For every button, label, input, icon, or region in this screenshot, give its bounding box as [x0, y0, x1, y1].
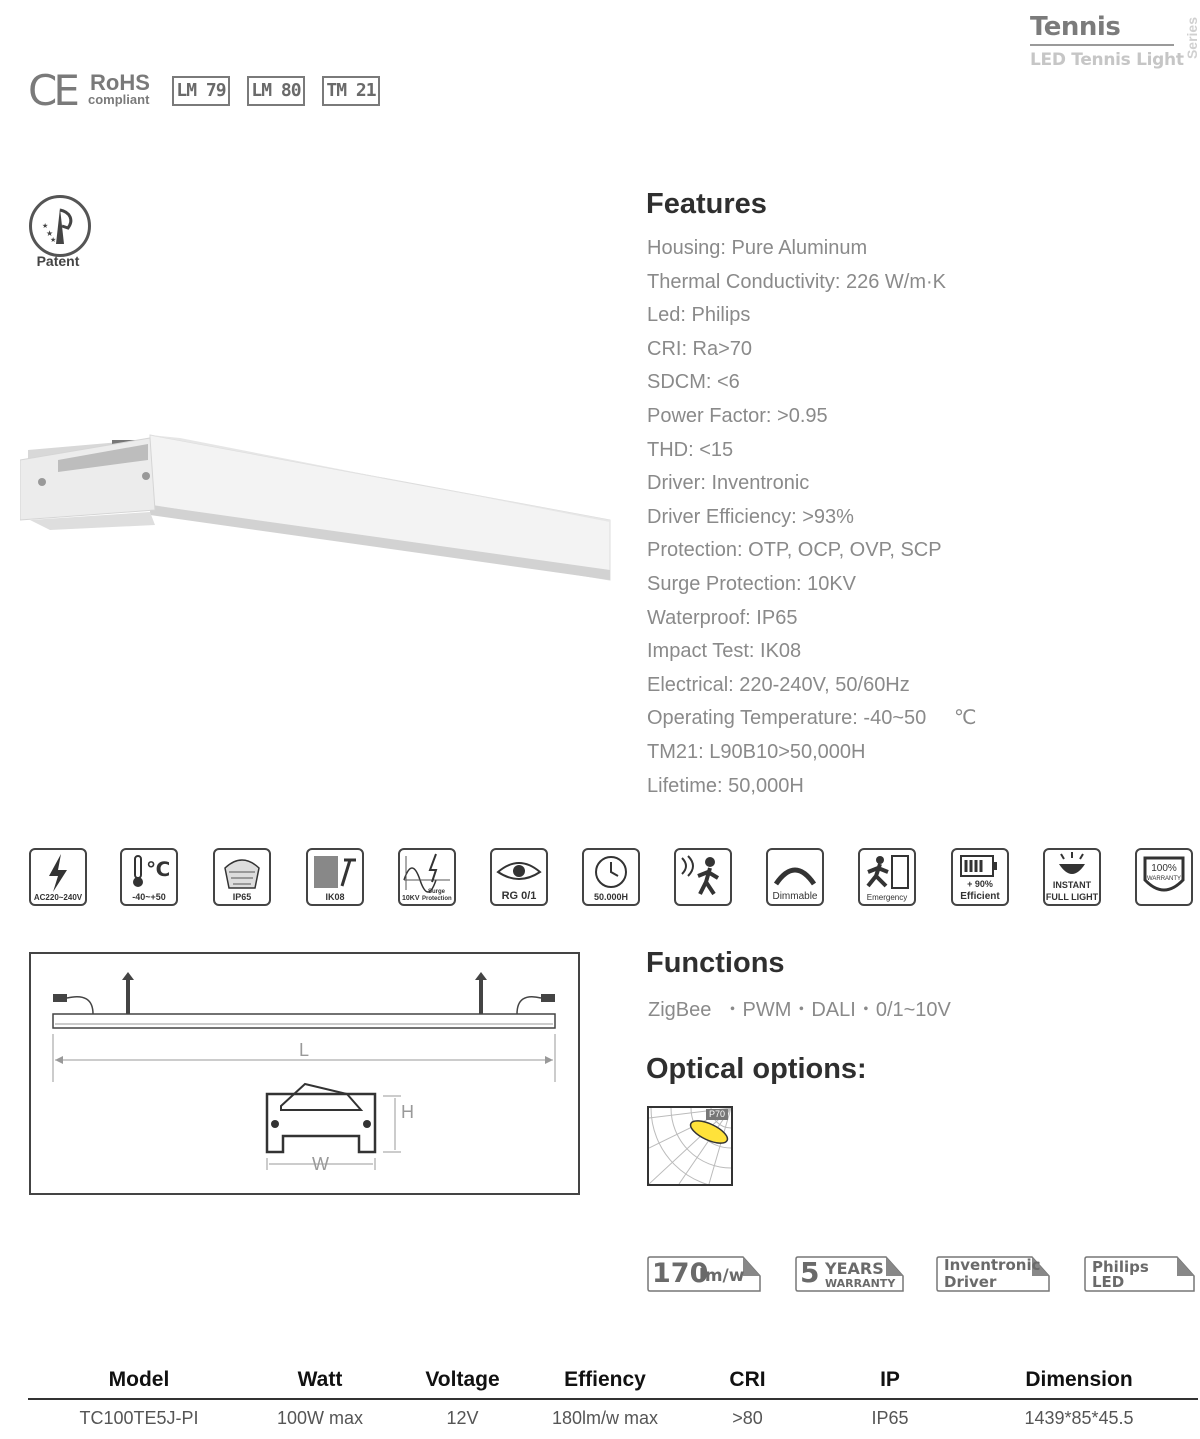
height-label: H [401, 1102, 414, 1122]
svg-text:★: ★ [46, 229, 54, 238]
lm80-badge: LM 80 [247, 76, 305, 106]
dimension-drawing [29, 952, 580, 1195]
voltage-icon: AC220~240V [29, 848, 87, 906]
cell-watt: 100W max [276, 1407, 364, 1428]
length-label: L [299, 1040, 310, 1060]
tm21-badge: TM 21 [322, 76, 380, 106]
motion-sensor-icon [674, 848, 732, 906]
series-title: Tennis [1030, 12, 1121, 42]
feature-item: Lifetime: 50,000H [647, 774, 804, 797]
feature-item: THD: <15 [647, 438, 734, 461]
col-cri: CRI [675, 1362, 820, 1399]
series-subtitle: LED Tennis Light [1030, 50, 1184, 70]
cell-model: TC100TE5J-PI [79, 1407, 199, 1428]
warranty-icon: 100% WARRANTY [1135, 848, 1193, 906]
optic-p70-option [647, 1106, 733, 1186]
led-badge: Philips LED [1084, 1256, 1196, 1292]
col-watt: Watt [250, 1362, 390, 1399]
col-ip: IP [820, 1362, 960, 1399]
series-divider [1030, 44, 1174, 46]
patent-icon [29, 195, 91, 257]
impact-icon: IK08 [306, 848, 364, 906]
table-header-row [28, 1362, 1198, 1399]
cell-cri: >80 [732, 1407, 763, 1428]
feature-item: Housing: Pure Aluminum [647, 237, 868, 259]
feature-item: Thermal Conductivity: 226 W/m·K [647, 270, 946, 293]
col-model: Model [28, 1362, 250, 1399]
emergency-icon: Emergency [858, 848, 916, 906]
optic-tag: P70 [706, 1109, 728, 1120]
svg-text:★: ★ [42, 223, 49, 230]
lm79-badge: LM 79 [172, 76, 230, 106]
table-row [28, 1399, 1198, 1436]
warranty-badge: 5 YEARS WARRANTY [795, 1256, 905, 1292]
clock-icon: 50.000H [582, 848, 640, 906]
optical-title: Optical options: [646, 1053, 867, 1085]
rohs-mark: RoHS [90, 70, 150, 95]
cell-voltage: 12V [446, 1407, 479, 1428]
efficacy-badge: 170 lm/w [647, 1256, 762, 1292]
feature-item: Power Factor: >0.95 [647, 404, 828, 427]
dimmable-icon: Dimmable [766, 848, 824, 906]
feature-item: Driver: Inventronic [647, 472, 810, 495]
rohs-compliant-label: compliant [88, 92, 150, 107]
features-title: Features [646, 188, 767, 220]
svg-text:★: ★ [50, 237, 57, 244]
features-list [647, 232, 977, 803]
driver-badge: Inventronic Driver [936, 1256, 1051, 1292]
feature-item: SDCM: <6 [647, 371, 740, 394]
ce-mark: CE [28, 66, 76, 115]
cell-dimension: 1439*85*45.5 [1024, 1407, 1134, 1428]
cell-ip: IP65 [871, 1407, 909, 1428]
col-dimension: Dimension [960, 1362, 1198, 1399]
temperature-icon: ℃ -40~+50 [120, 848, 178, 906]
functions-title: Functions [646, 947, 785, 979]
spec-table [28, 1362, 1198, 1436]
feature-item: TM21: L90B10>50,000H [647, 740, 866, 763]
product-image [20, 420, 615, 590]
feature-item: Operating Temperature: -40~50 ℃ [647, 707, 977, 730]
feature-item: Surge Protection: 10KV [647, 572, 857, 595]
surge-icon: 10KV Surge Protection [398, 848, 456, 906]
col-voltage: Voltage [390, 1362, 535, 1399]
cell-efficiency: 180lm/w max [551, 1407, 659, 1428]
series-side-label: Series [1184, 16, 1200, 60]
feature-item: Led: Philips [647, 304, 751, 327]
feature-item: Driver Efficiency: >93% [647, 505, 854, 528]
feature-item: Waterproof: IP65 [647, 606, 798, 629]
instant-light-icon: INSTANT FULL LIGHT [1043, 848, 1101, 906]
width-label: W [312, 1154, 329, 1174]
waterproof-icon: IP65 [213, 848, 271, 906]
feature-item: Electrical: 220-240V, 50/60Hz [647, 673, 910, 696]
eye-icon: RG 0/1 [490, 848, 548, 906]
feature-item: Protection: OTP, OCP, OVP, SCP [647, 539, 942, 562]
efficiency-icon: + 90% Efficient [951, 848, 1009, 906]
feature-item: Impact Test: IK08 [647, 640, 802, 663]
patent-label: Patent [36, 253, 80, 269]
feature-item: CRI: Ra>70 [647, 337, 753, 360]
col-efficiency: Effiency [535, 1362, 675, 1399]
functions-text: ZigBee ・PWM・DALI・0/1~10V [648, 999, 951, 1021]
